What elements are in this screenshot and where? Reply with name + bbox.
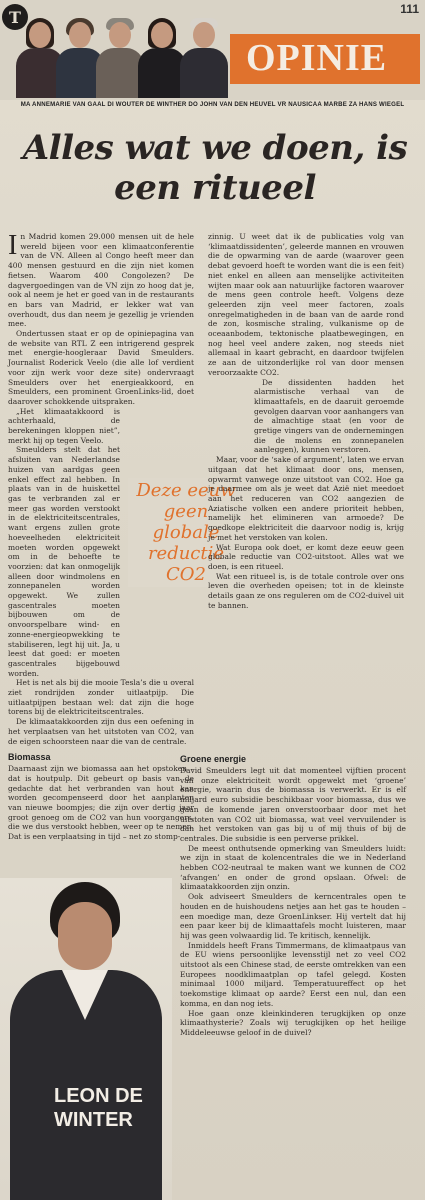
newspaper-logo: T [2,4,28,30]
article-paragraph: Wat Europa ook doet, er komt deze eeuw geen globale reductie van CO2-uitstoot. Alles wat we doen, is een ritueel. [208,542,404,571]
article-paragraph: Hoe gaan onze kleinkinderen terugkijken op onze klimaathysterie? Zoals wij terugkijken op het heilige Middeleeuwse geloof in de duivel? [180,1008,406,1037]
page-number: 111 [400,2,419,16]
columnist-photo [138,18,184,96]
columnist-photo [96,18,142,96]
article-paragraph: Wat een ritueel is, is de totale controle over ons leven die overheden opeisen; tot in de kleinste details gaan ze ons reguleren om de CO2-duivel uit te bannen. [208,571,404,610]
article-paragraph: Daarnaast zijn we biomassa aan het opstoken – dat is houtpulp. Dit gebeurt op basis van de gedachte dat het verbranden van hout kan worden gecompenseerd door het aanplanten van nieuwe boompjes; die zijn over dertig jaar groot genoeg om de CO2 van hun voorgangers, die we dus verstookt hebben, weer op te nemen. Dat is een verplaatsing in tijd – net zo stomp- [8,764,194,842]
article-paragraph: Maar, voor de ‘sake of argument’, laten we ervan uitgaan dat het klimaat door ons, mensen, opwarmt vanwege onze uitstoot van CO2. Hoe ga je daarmee om als je weet dat Azië niet meedoet aan het reduceren van CO2 aangezien de Aziatische volken een andere prioriteit hebben, namelijk het elimineren van armoede? De goedkope elektriciteit die daarvoor nodig is, krijg je met het verstoken van kolen. [208,455,404,542]
article-paragraph: De dissidenten hadden het alarmistische verhaal van de klimaattafels, en de daaruit geroemde gevolgen daarvan voor aanhangers van de almachtige staat (en voor de gretige vingers van de ondernemingen die de molens en zonnepanelen aanleggen), kunnen verstoren. [254,377,404,455]
article-paragraph: Ondertussen staat er op de opiniepagina van de website van RTL Z een intrigerend gesprek met energie-hoogleraar David Smeulders. Journalist Roderick Veelo (die alle lof verdient voor zijn werk voor deze site) ondervraagt Smeulders over het energieakkoord, en Smeulders, een prominent GroenLinks-lid, doet daarover schokkende uitspraken. [8,329,194,406]
subheading: Biomassa [8,752,51,763]
article-column-bottom-right [180,748,406,1038]
section-title: OPINIE [246,37,388,79]
article-paragraph: „Het klimaatakkoord is achterhaald, de berekeningen kloppen niet”, merkt hij op tegen Veelo. [8,406,120,445]
article-paragraph: De meest onthutsende opmerking van Smeulders luidt: we zijn in staat de kolencentrales die we in Nederland hebben CO2-neutraal te maken want we kunnen de CO2 ‘afvangen’ en onder de grond opslaan. Ofwel: de klimaatakkoorden zijn onzin. [180,843,406,892]
article-column-right [208,232,404,610]
article-paragraph: De klimaatakkoorden zijn dus een oefening in het verplaatsen van het uitstoten van CO2, van de eigen schoorsteen naar die van de centrale. [8,717,194,746]
article-paragraph: Ook adviseert Smeulders de kerncentrales open te houden en de huishoudens netjes aan het gas te houden – een moedige man, deze GroenLinkser. Hij vertelt dat hij een paar keer bij de klimaattafels mocht luisteren, maar hij was geen volwaardig lid. Te kritisch, kennelijk. [180,892,406,940]
subheading: Groene energie [180,754,247,764]
pull-quote: Deze eeuw geen globale reductie CO2 [128,478,244,587]
author-photo [0,878,172,1200]
article-paragraph: Smeulders stelt dat het afsluiten van Nederlandse huizen van aardgas geen enkel effect zal hebben. In plaats van in de huiskettel gas te verbranden zal er meer gas worden verstookt in de elektriciteitscentrales, want ergens zullen grote hoeveelheden elektriciteit moeten worden opgewekt om in de behoefte te voorzien: dat kan onmogelijk alleen door windmolens en zonnepanelen worden opgewekt. We zullen gascentrales moeten bijbouwen om de onvoorspelbare wind- en zonne-energieopwekking te stabiliseren, legt hij uit. Ja, u leest dat goed: er moeten gascentrales bijgebouwd worden. [8,445,120,678]
article-paragraph: In Madrid komen 29.000 mensen uit de hele wereld bijeen voor een klimaatconferentie van de VN. Alleen al Congo heeft meer dan 400 mensen gestuurd en die zijn niet komen fietsen. Waarom 400 Congolezen? De dagvergoedingen van de VN zijn zo hoog dat je, ook al neem je het er goed van in de restaurants en bars van Madrid, er lekker wat van overhoudt, dus dan neem je gezellig je vrienden mee. [8,230,194,329]
article-headline: Alles wat we doen, is een ritueel [22,128,408,208]
article-paragraph: zinnig. U weet dat ik de publicaties volg van ‘klimaatdissidenten’, geleerde mannen en vrouwen die de opwarming van de aarde (waarover geen debat gevoerd hoeft te worden want die is een feit) niet enkel en alleen aan menselijke activiteiten wijten maar ook aan natuurlijke factoren waarover de mens geen controle heeft. Volgens deze geleerden zijn veel meer factoren, zoals onregelmatigheden in de baan van de aarde rond de zon, kosmische straling, vulkanisme op de oceaanbodem, tektonische plaatbewegingen, en nog heel veel andere zaken, nog steeds niet allemaal in kaart gebracht, en daardoor twijfelen ze aan de uitzonderlijke rol van door mensen veroorzaakte CO2. [208,232,404,377]
columnist-photo [180,18,226,96]
columnist-schedule: MA ANNEMARIE VAN GAAL DI WOUTER DE WINTHER DO JOHN VAN DEN HEUVEL VR NAUSICAA MARBE ZA HANS WIEGEL [20,101,405,108]
author-name: LEON DE WINTER [54,1085,143,1131]
dropcap: I [8,230,18,261]
article-paragraph: David Smeulders legt uit dat momenteel vijftien procent van onze elektriciteit wordt opgewekt met ‘groene’ energie, waarin dus de biomassa is verwerkt. Er is elf miljard euro subsidie beschikbaar voor biomassa, dus we gaan de komende jaren onverstoorbaar door met het uitstoten van CO2 uit biomassa, wat veel vervuilender is dan het verstoken van gas bij u of mij thuis of bij de centrales. Die subsidie is een perverse prikkel. [180,766,406,843]
masthead [0,0,425,100]
article-paragraph: Inmiddels heeft Frans Timmermans, de klimaatpaus van de EU wiens persoonlijke levensstijl net zo veel CO2 uitstoot als een Chinese stad, de eerste omtrekken van een Europees noodklimaatplan op tafel gelegd. Kosten minimaal 1000 miljard. Temperatuureffect op het toekomstige klimaat op aarde? Eerst een nul, dan een komma, en dan nog iets. [180,940,406,1008]
article-paragraph: Het is net als bij die mooie Tesla’s die u overal ziet rondrijden zonder uitlaatpijp. Die uitlaatpijpen bestaan wel: dat zijn die hoge torens bij de elektriciteitscentrales. [8,678,194,717]
